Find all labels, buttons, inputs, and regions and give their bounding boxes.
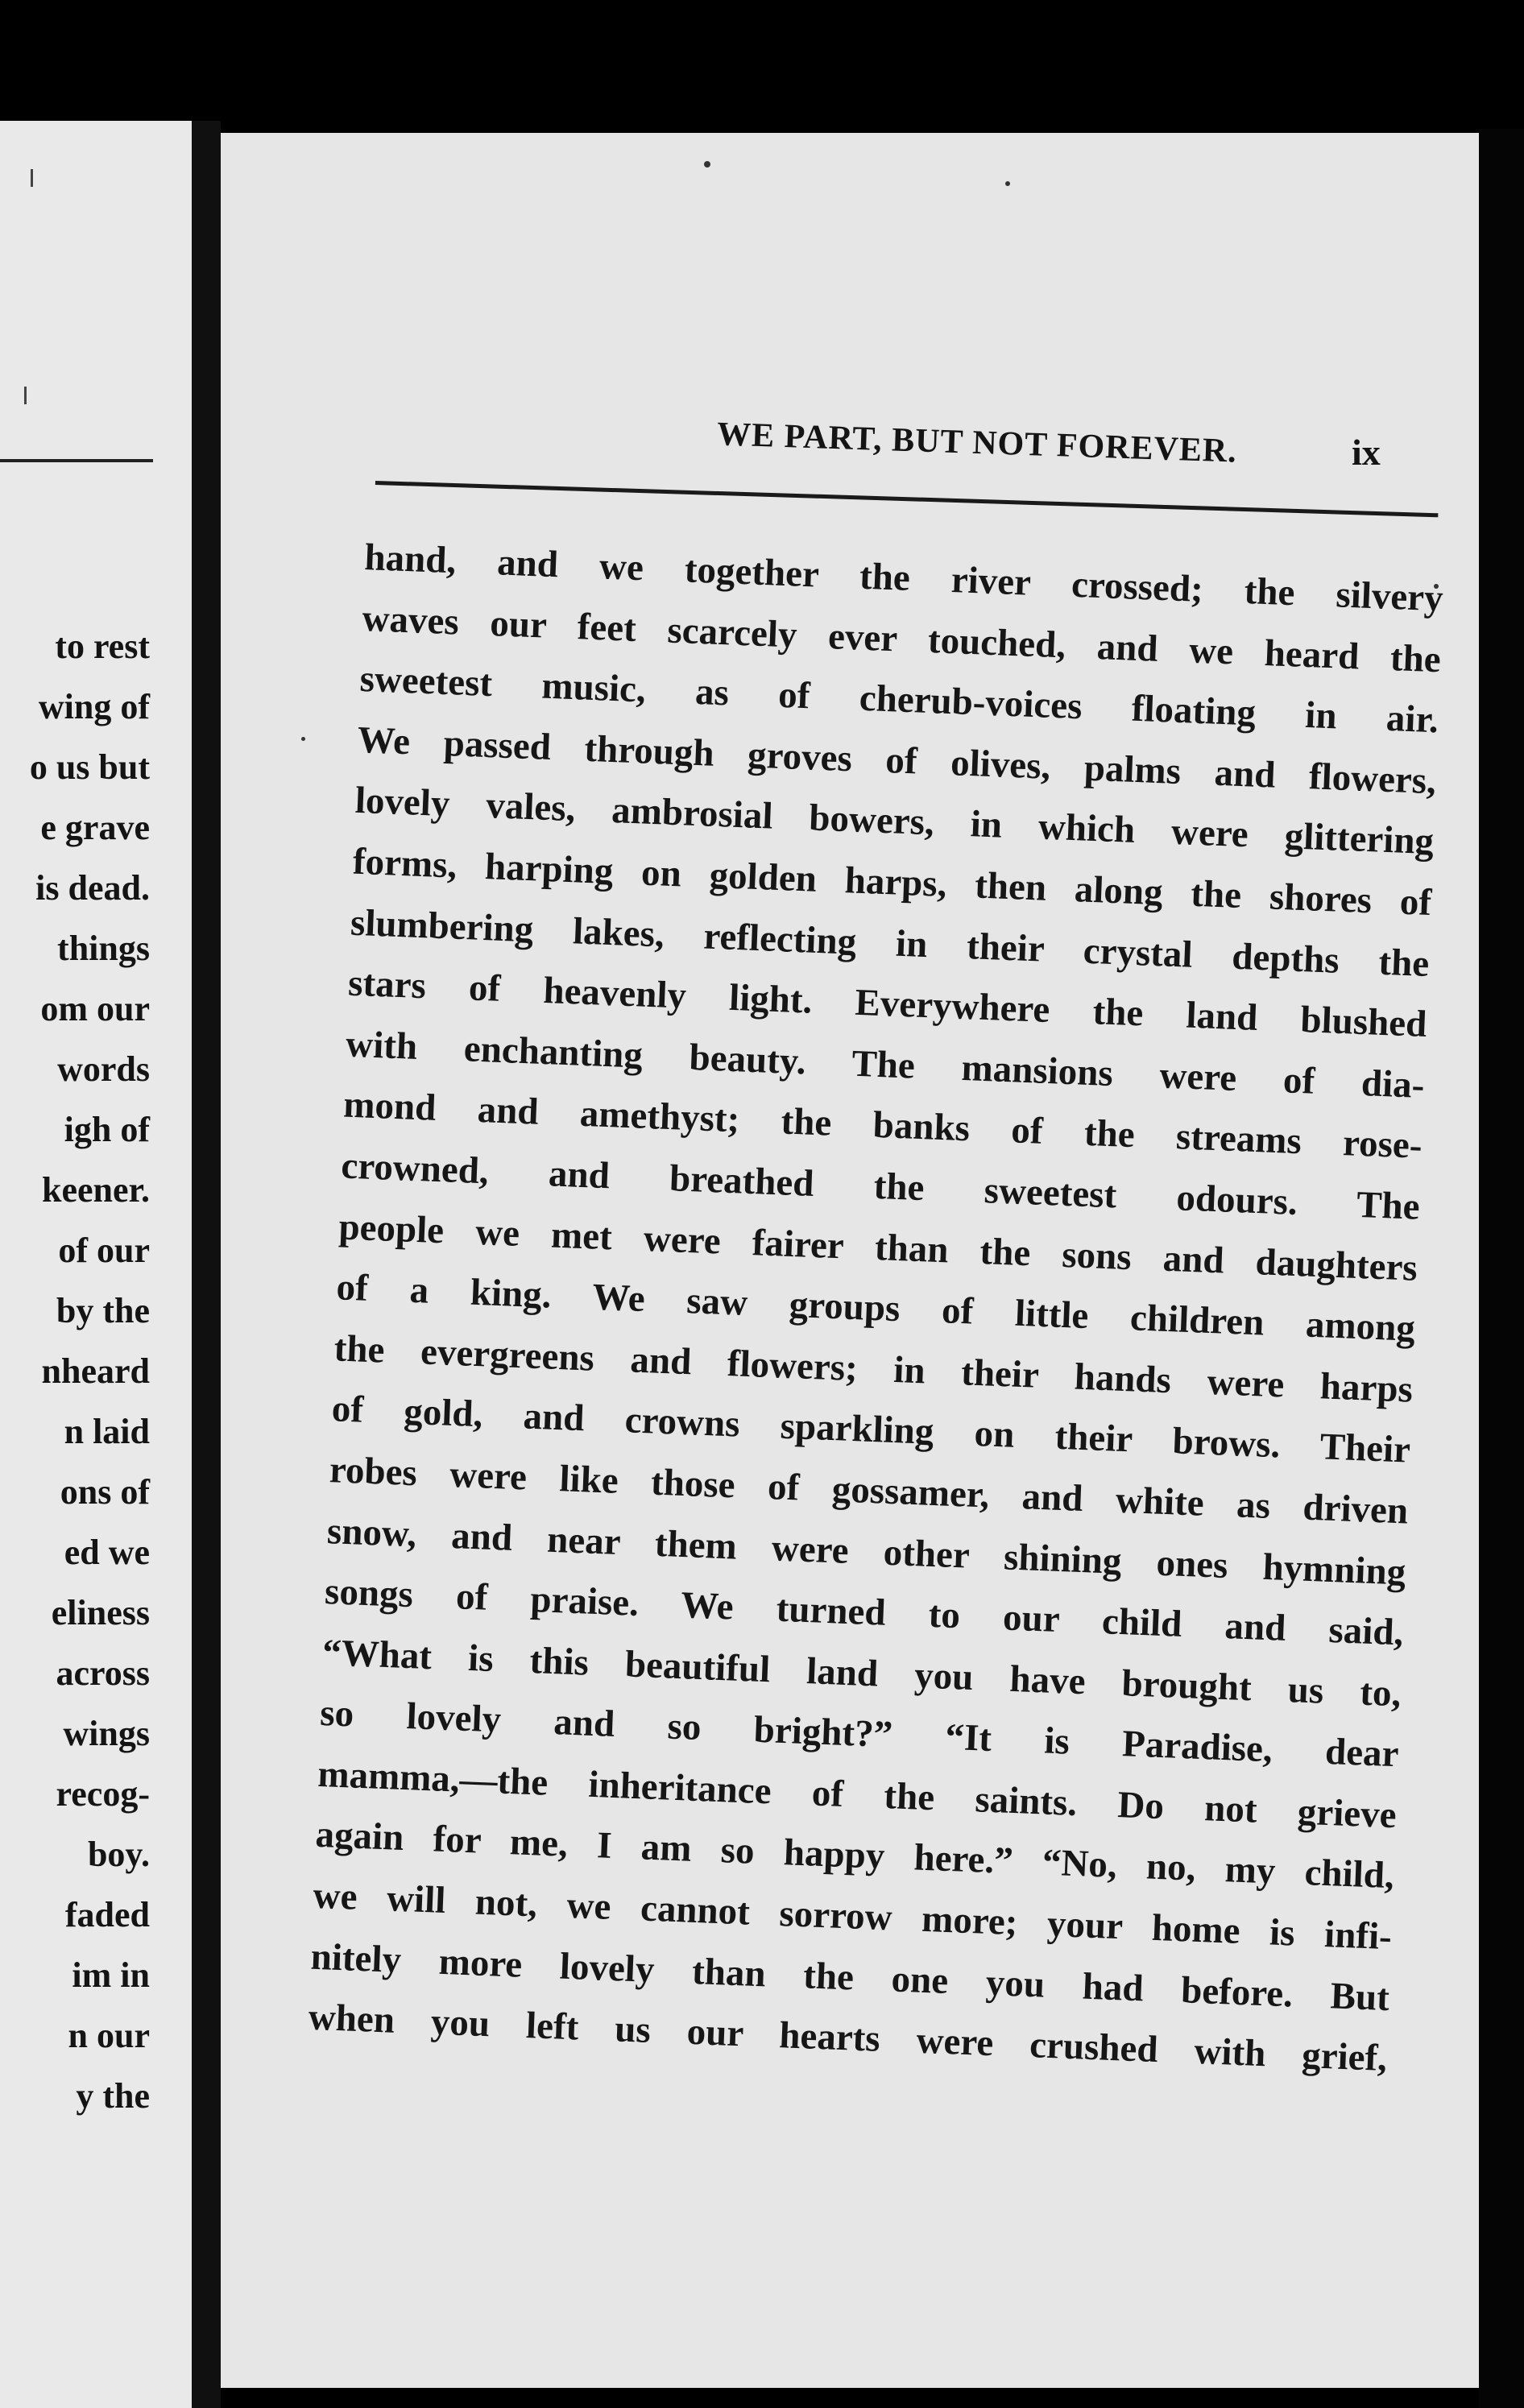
left-page-line: om our bbox=[40, 989, 150, 1028]
text-line: songs of praise. We turned to our child and said, bbox=[324, 1570, 1405, 1654]
left-page-line: is dead. bbox=[35, 868, 150, 908]
text-line: lovely vales, ambrosial bowers, in which were glittering bbox=[354, 780, 1435, 863]
left-page-ink-mark bbox=[24, 387, 27, 404]
left-page-line: igh of bbox=[64, 1110, 150, 1149]
left-page-line: n laid bbox=[64, 1412, 150, 1451]
text-line: people we met were fairer than the sons and daughters bbox=[338, 1205, 1418, 1289]
left-page-line: recog- bbox=[56, 1774, 150, 1814]
left-page-ink-mark bbox=[31, 169, 33, 187]
text-line: with enchanting beauty. The mansions were of dia- bbox=[345, 1023, 1426, 1107]
left-page-line: things bbox=[57, 929, 150, 968]
text-line: sweetest music, as of cherub-voices floating in air. bbox=[358, 658, 1439, 742]
text-line: hand, and we together the river crossed; the silvery bbox=[363, 536, 1444, 620]
text-line: we will not, we cannot sorrow more; your home is infi- bbox=[312, 1874, 1393, 1959]
text-line: mond and amethyst; the banks of the streams rose- bbox=[342, 1083, 1423, 1168]
left-page-line: across bbox=[56, 1653, 150, 1693]
text-line: slumbering lakes, reflecting in their crystal depths the bbox=[350, 901, 1431, 985]
left-page-line: e grave bbox=[40, 808, 150, 847]
header-rule bbox=[375, 481, 1439, 517]
book-gutter bbox=[192, 121, 221, 2408]
left-page-line: boy. bbox=[87, 1835, 150, 1874]
body-text bbox=[307, 528, 1444, 2090]
scan-right-border bbox=[1479, 129, 1524, 2408]
text-line: again for me, I am so happy here.” “No, no, my child, bbox=[314, 1814, 1395, 1897]
text-line: “What is this beautiful land you have brought us to, bbox=[321, 1631, 1402, 1715]
text-line: nitely more lovely than the one you had before. But bbox=[309, 1935, 1390, 2019]
text-line: mamma,—the inheritance of the saints. Do not grieve bbox=[317, 1752, 1398, 1837]
left-page-line: wing of bbox=[38, 687, 150, 726]
text-line: so lovely and so bright?” “It is Paradise, dear bbox=[319, 1692, 1400, 1776]
text-line: crowned, and breathed the sweetest odours. The bbox=[340, 1144, 1421, 1228]
left-page-line: ons of bbox=[60, 1472, 150, 1512]
text-line: forms, harping on golden harps, then along the shores of bbox=[352, 840, 1433, 925]
left-page-line: nheard bbox=[41, 1351, 150, 1391]
right-page bbox=[221, 133, 1479, 2388]
left-page-line: to rest bbox=[55, 627, 150, 666]
text-line: of gold, and crowns sparkling on their brows. Their bbox=[330, 1388, 1411, 1471]
left-page-header-rule bbox=[0, 459, 153, 462]
left-page-line: n our bbox=[68, 2016, 150, 2055]
left-page-line: faded bbox=[64, 1895, 150, 1934]
left-page-line: wings bbox=[63, 1714, 150, 1753]
left-page-line: eliness bbox=[51, 1593, 150, 1632]
left-page-text-column bbox=[30, 616, 150, 2126]
text-line: waves our feet scarcely ever touched, and we heard the bbox=[361, 597, 1442, 681]
text-line: robes were like those of gossamer, and white as driven bbox=[329, 1449, 1410, 1533]
left-page-line: words bbox=[57, 1049, 150, 1089]
left-page-line: im in bbox=[72, 1955, 150, 1995]
left-page-fragment bbox=[0, 121, 192, 2408]
left-page-line: keener. bbox=[41, 1170, 150, 1210]
text-line: of a king. We saw groups of little children among bbox=[335, 1266, 1416, 1350]
running-head: WE PART, BUT NOT FOREVER. bbox=[716, 416, 1238, 470]
left-page-line: y the bbox=[76, 2076, 150, 2116]
text-line: snow, and near them were other shining ones hymning bbox=[326, 1509, 1407, 1594]
left-page-line: ed we bbox=[64, 1533, 150, 1572]
page-speck bbox=[301, 737, 305, 741]
page-speck bbox=[1005, 181, 1010, 186]
text-line: the evergreens and flowers; in their hands were harps bbox=[333, 1326, 1414, 1411]
page-number: ix bbox=[1352, 432, 1381, 473]
left-page-line: o us but bbox=[29, 747, 150, 787]
page-speck bbox=[704, 161, 710, 168]
left-page-line: by the bbox=[56, 1291, 150, 1330]
text-line: stars of heavenly light. Everywhere the land blushed bbox=[347, 962, 1428, 1046]
text-line: when you left us our hearts were crushed with grief, bbox=[307, 1996, 1388, 2080]
left-page-line: of our bbox=[58, 1231, 150, 1270]
text-line: We passed through groves of olives, palms and flowers, bbox=[356, 718, 1437, 803]
